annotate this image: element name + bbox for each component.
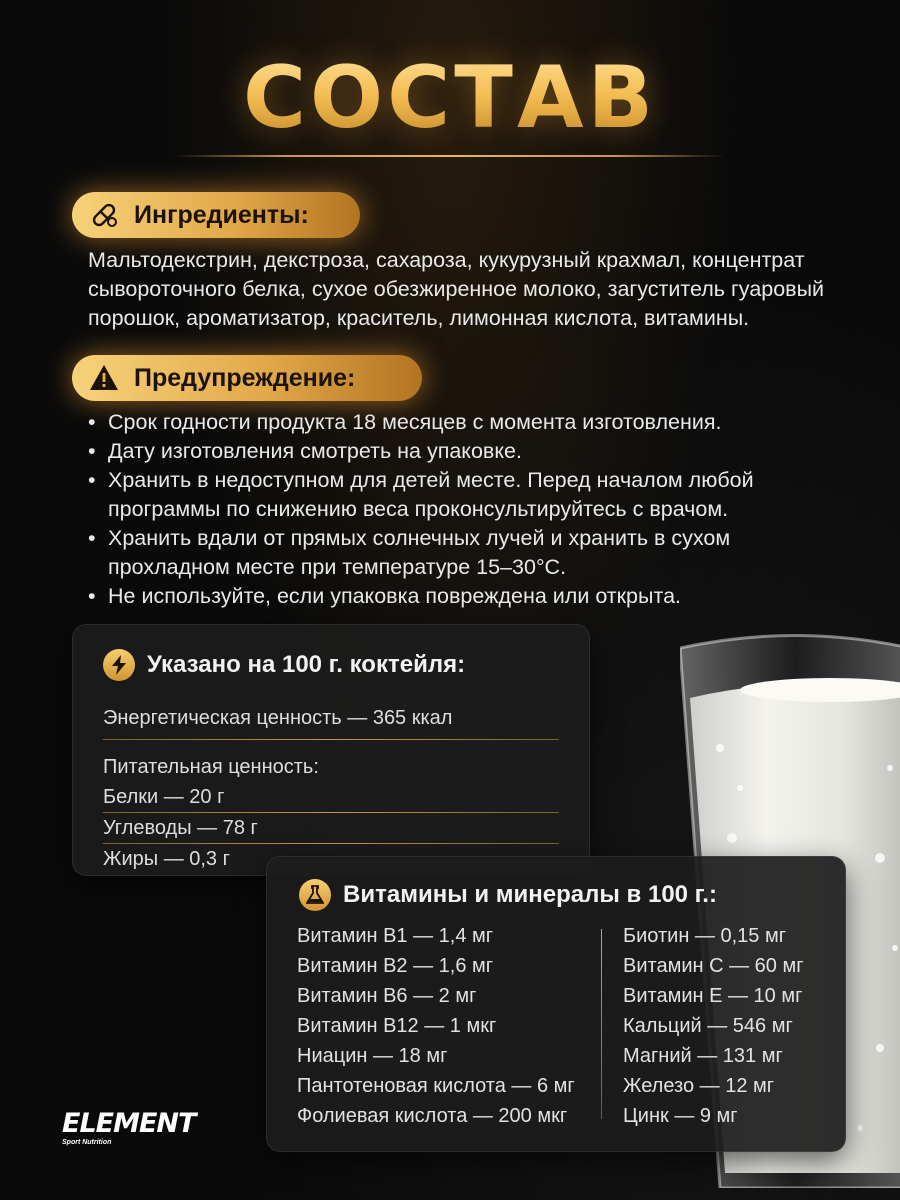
pill-icon [86, 197, 122, 233]
vitamins-card [266, 856, 846, 1152]
nutrition-card-header [103, 649, 589, 681]
vitamin-row: Витамин B12 — 1 мкг [297, 1015, 497, 1037]
mineral-row: Биотин — 0,15 мг [623, 925, 786, 947]
vitamin-row: Пантотеновая кислота — 6 мг [297, 1075, 575, 1097]
nutrition-title: Указано на 100 г. коктейля: [147, 651, 466, 678]
warning-item: • Дату изготовления смотреть на упаковке. [88, 437, 828, 466]
lightning-icon [103, 649, 135, 681]
vitamins-title: Витамины и минералы в 100 г.: [343, 881, 717, 908]
warning-list [88, 408, 828, 611]
nutrition-row: Жиры — 0,3 г [103, 848, 230, 870]
nutrition-subheader: Питательная ценность: [103, 756, 319, 778]
page-title: СОСТАВ [0, 48, 900, 148]
divider [103, 739, 559, 740]
mineral-row: Витамин E — 10 мг [623, 985, 803, 1007]
vitamin-row: Ниацин — 18 мг [297, 1045, 448, 1067]
warning-item: • Хранить вдали от прямых солнечных лучей и хранить в сухом прохладном месте при температуре 15–30°C. [88, 524, 828, 582]
flask-icon [299, 879, 331, 911]
nutrition-row: Белки — 20 г [103, 786, 225, 808]
vitamin-row: Витамин B6 — 2 мг [297, 985, 477, 1007]
mineral-row: Витамин C — 60 мг [623, 955, 804, 977]
column-divider [601, 929, 602, 1119]
brand-name: ELEMENT [62, 1108, 196, 1139]
vitamins-right-column [623, 921, 804, 1131]
energy-value: Энергетическая ценность — 365 ккал [103, 707, 453, 729]
warning-header-pill [72, 355, 422, 401]
nutrition-row: Углеводы — 78 г [103, 817, 258, 839]
ingredients-text: Мальтодекстрин, декстроза, сахароза, кукурузный крахмал, концентрат сывороточного белка, сухое обезжиренное молоко, загуститель гуаровый порошок, ароматизатор, краситель, лимонная кислота, витамины. [88, 248, 825, 330]
warning-item: • Хранить в недоступном для детей месте. Перед началом любой программы по снижению веса проконсультируйтесь с врачом. [88, 466, 828, 524]
divider [103, 812, 559, 813]
warning-item: • Не используйте, если упаковка повреждена или открыта. [88, 582, 828, 611]
vitamin-row: Витамин B1 — 1,4 мг [297, 925, 494, 947]
vitamin-row: Витамин B2 — 1,6 мг [297, 955, 494, 977]
title-divider [175, 155, 725, 157]
mineral-row: Цинк — 9 мг [623, 1105, 738, 1127]
warning-icon [86, 360, 122, 396]
warning-item: • Срок годности продукта 18 месяцев с момента изготовления. [88, 408, 828, 437]
vitamins-left-column [297, 921, 575, 1131]
divider [103, 843, 559, 844]
nutrition-card [72, 624, 590, 876]
ingredients-header: Ингредиенты: [134, 200, 309, 229]
brand-logo [62, 1110, 195, 1148]
vitamins-card-header [299, 879, 845, 911]
mineral-row: Магний — 131 мг [623, 1045, 783, 1067]
brand-tagline: Sport Nutrition [62, 1139, 112, 1146]
vitamin-row: Фолиевая кислота — 200 мкг [297, 1105, 568, 1127]
warning-header: Предупреждение: [134, 363, 356, 392]
mineral-row: Кальций — 546 мг [623, 1015, 793, 1037]
ingredients-header-pill [72, 192, 360, 238]
mineral-row: Железо — 12 мг [623, 1075, 775, 1097]
